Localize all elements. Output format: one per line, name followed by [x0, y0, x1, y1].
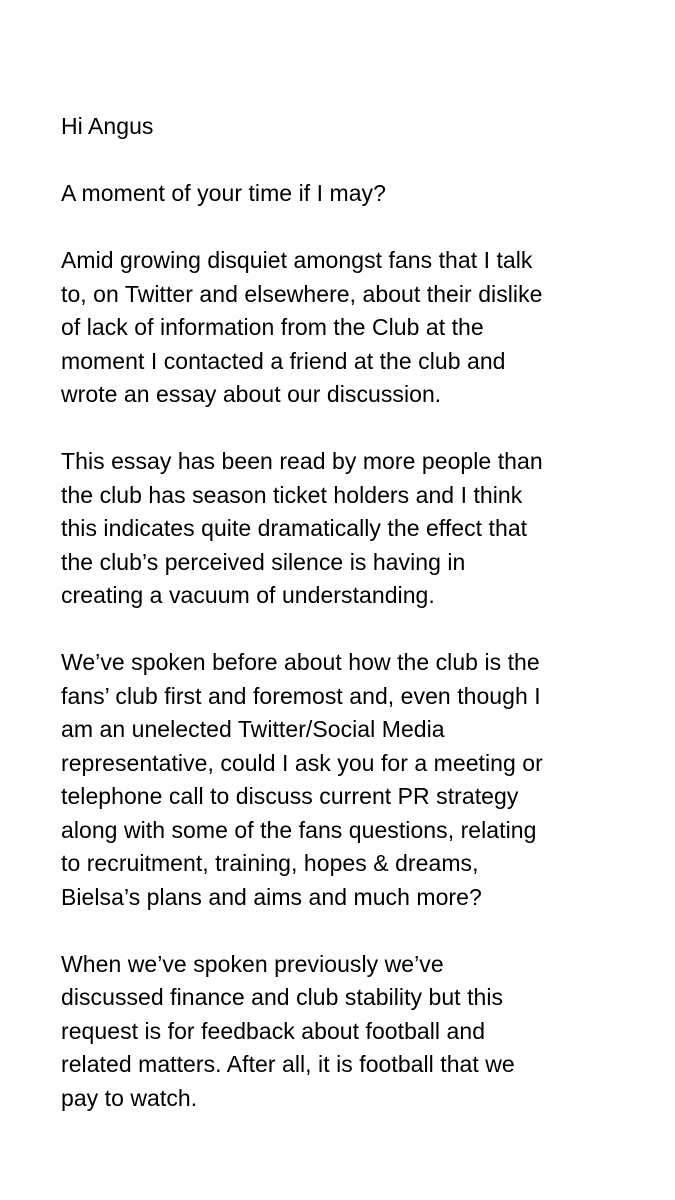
- text-line: to, on Twitter and elsewhere, about their dislike: [61, 280, 543, 307]
- text-line: request is for feedback about football and: [61, 1017, 486, 1044]
- paragraph-meeting-request: [61, 646, 661, 914]
- opening-line: A moment of your time if I may?: [61, 180, 386, 206]
- text-line: Bielsa’s plans and aims and much more?: [61, 883, 482, 910]
- letter-body: [61, 110, 661, 1115]
- text-line: pay to watch.: [61, 1084, 198, 1111]
- greeting-paragraph: [61, 110, 661, 144]
- text-line: We’ve spoken before about how the club is the: [61, 649, 540, 675]
- paragraph-disquiet: [61, 244, 661, 412]
- opening-paragraph: [61, 177, 661, 211]
- text-line: Amid growing disquiet amongst fans that I talk: [61, 247, 533, 273]
- text-line: am an unelected Twitter/Social Media: [61, 716, 445, 742]
- text-line: discussed finance and club stability but this: [61, 984, 504, 1010]
- text-line: the club has season ticket holders and I think: [61, 481, 523, 508]
- greeting-line: Hi Angus: [61, 113, 154, 139]
- text-line: fans’ club first and foremost and, even though I: [61, 682, 541, 709]
- text-line: creating a vacuum of understanding.: [61, 582, 435, 608]
- text-line: moment I contacted a friend at the club and: [61, 347, 506, 374]
- text-line: wrote an essay about our discussion.: [61, 381, 442, 407]
- paragraph-essay: [61, 445, 661, 613]
- text-line: This essay has been read by more people than: [61, 448, 543, 474]
- text-line: When we’ve spoken previously we’ve: [61, 950, 444, 977]
- text-line: to recruitment, training, hopes & dreams,: [61, 850, 479, 876]
- text-line: representative, could I ask you for a meeting or: [61, 749, 543, 776]
- text-line: along with some of the fans questions, relating: [61, 816, 537, 843]
- text-line: of lack of information from the Club at the: [61, 314, 484, 340]
- paragraph-football-feedback: [61, 948, 661, 1116]
- text-line: this indicates quite dramatically the effect that: [61, 515, 528, 541]
- text-line: telephone call to discuss current PR strategy: [61, 783, 519, 809]
- text-line: related matters. After all, it is football that we: [61, 1051, 515, 1077]
- text-line: the club’s perceived silence is having in: [61, 548, 466, 575]
